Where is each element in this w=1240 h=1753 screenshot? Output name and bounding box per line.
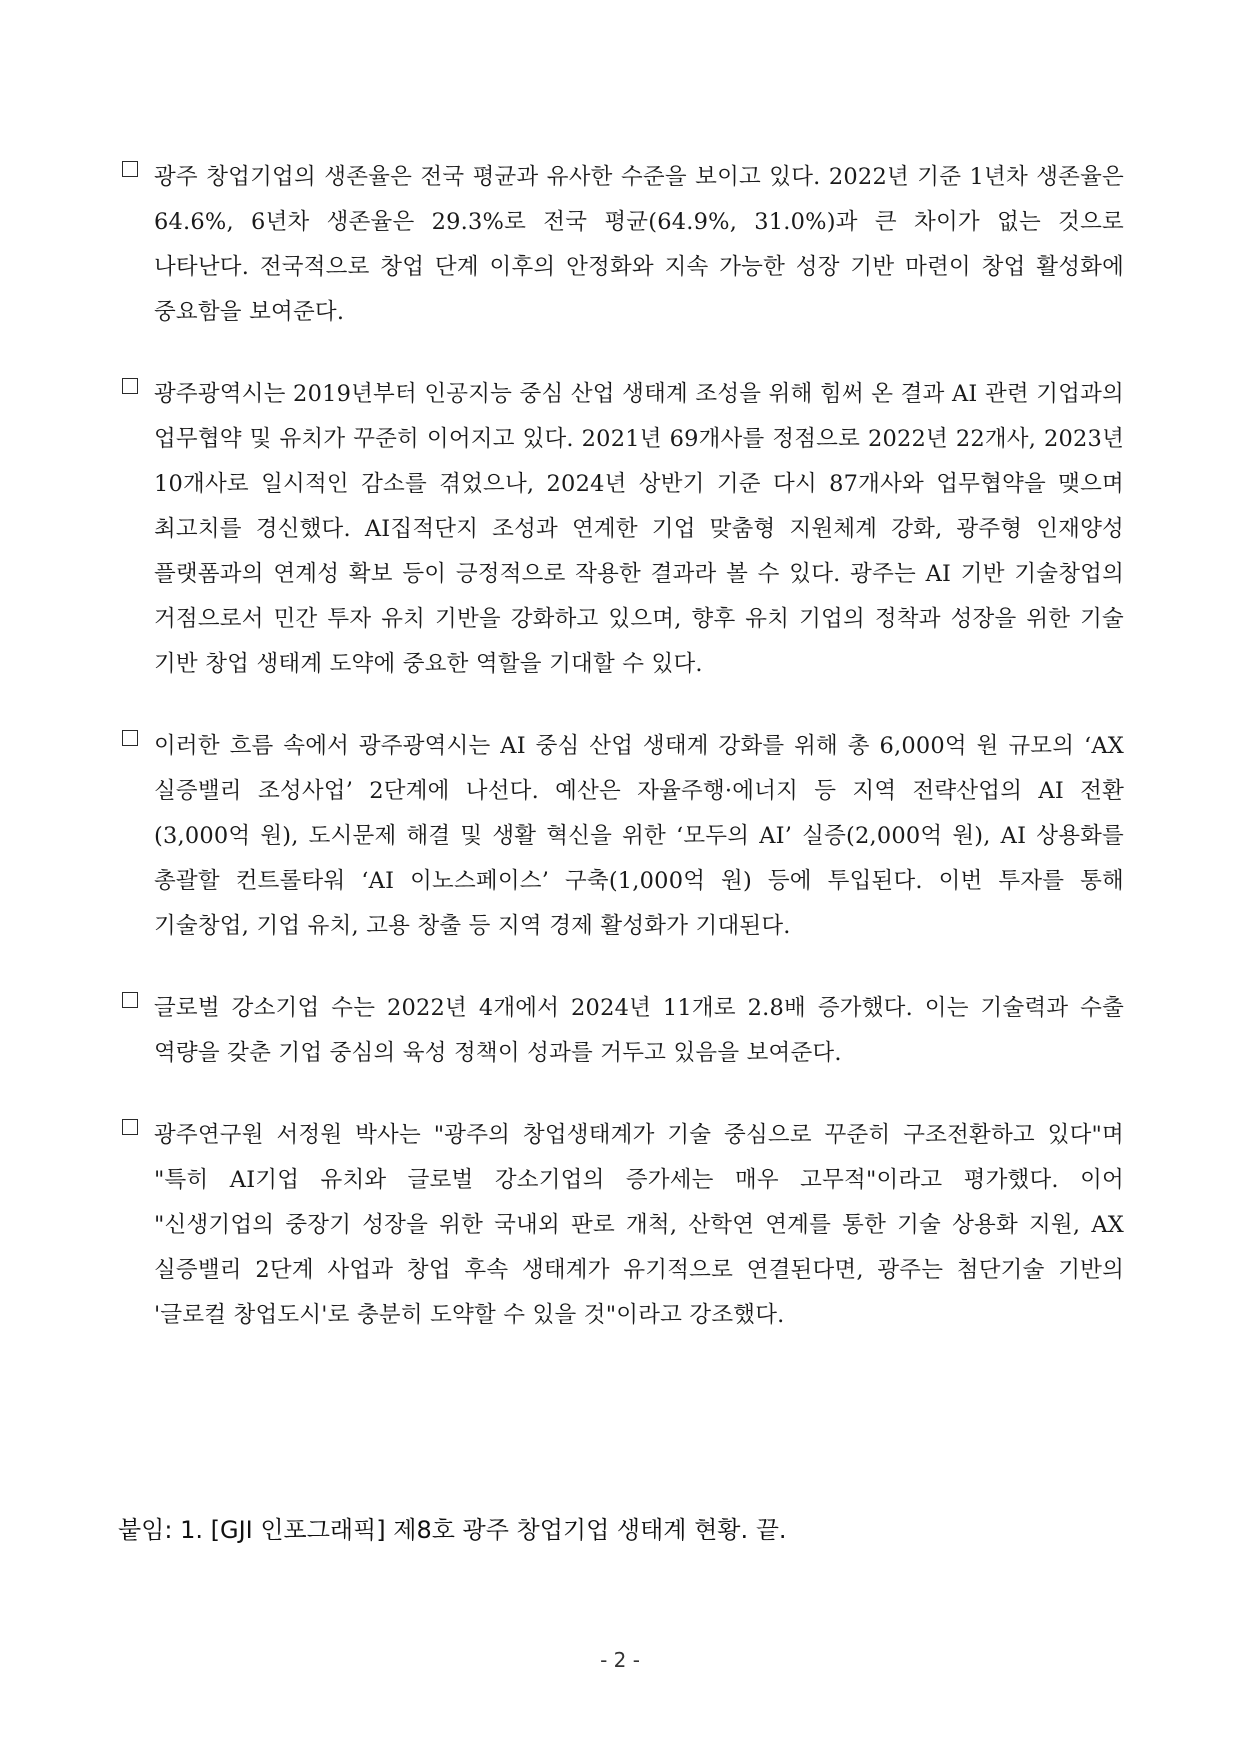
checkbox-bullet-icon xyxy=(122,378,138,394)
paragraph-researcher-quote xyxy=(118,1113,1124,1338)
checkbox-bullet-icon xyxy=(122,1119,138,1135)
document-body xyxy=(118,155,1124,1375)
paragraph-survival-rate xyxy=(118,155,1124,335)
page-number: - 2 - xyxy=(600,1648,640,1672)
paragraph-ai-companies xyxy=(118,372,1124,687)
paragraph-text: 이러한 흐름 속에서 광주광역시는 AI 중심 산업 생태계 강화를 위해 총 6,000억 원 규모의 ‘AX 실증밸리 조성사업’ 2단계에 나선다. 예산은 자율주행·에너지 등 지역 전략산업의 AI 전환(3,000억 원), 도시문제 해결 및 생활 혁신을 위한 ‘모두의 AI’ 실증(2,000억 원), AI 상용화를 총괄할 컨트롤타워 ‘AI 이노스페이스’ 구축(1,000억 원) 등에 투입된다. 이번 투자를 통해 기술창업, 기업 유치, 고용 창출 등 지역 경제 활성화가 기대된다. xyxy=(154,733,1124,939)
paragraph-text: 글로벌 강소기업 수는 2022년 4개에서 2024년 11개로 2.8배 증가했다. 이는 기술력과 수출 역량을 갖춘 기업 중심의 육성 정책이 성과를 거두고 있음을 보여준다. xyxy=(154,995,1124,1066)
paragraph-text: 광주 창업기업의 생존율은 전국 평균과 유사한 수준을 보이고 있다. 2022년 기준 1년차 생존율은 64.6%, 6년차 생존율은 29.3%로 전국 평균(64.9%, 31.0%)과 큰 차이가 없는 것으로 나타난다. 전국적으로 창업 단계 이후의 안정화와 지속 가능한 성장 기반 마련이 창업 활성화에 중요함을 보여준다. xyxy=(154,164,1124,325)
paragraph-global-companies xyxy=(118,986,1124,1076)
paragraph-ax-valley xyxy=(118,724,1124,949)
paragraph-text: 광주연구원 서정원 박사는 "광주의 창업생태계가 기술 중심으로 꾸준히 구조전환하고 있다"며 "특히 AI기업 유치와 글로벌 강소기업의 증가세는 매우 고무적"이라고 평가했다. 이어 "신생기업의 중장기 성장을 위한 국내외 판로 개척, 산학연 연계를 통한 기술 상용화 지원, AX 실증밸리 2단계 사업과 창업 후속 생태계가 유기적으로 연결된다면, 광주는 첨단기술 기반의 '글로컬 창업도시'로 충분히 도약할 수 있을 것"이라고 강조했다. xyxy=(154,1122,1124,1328)
checkbox-bullet-icon xyxy=(122,992,138,1008)
attachment-note: 붙임: 1. [GJI 인포그래픽] 제8호 광주 창업기업 생태계 현황. 끝. xyxy=(118,1516,787,1544)
checkbox-bullet-icon xyxy=(122,161,138,177)
paragraph-text: 광주광역시는 2019년부터 인공지능 중심 산업 생태계 조성을 위해 힘써 온 결과 AI 관련 기업과의 업무협약 및 유치가 꾸준히 이어지고 있다. 2021년 69개사를 정점으로 2022년 22개사, 2023년 10개사로 일시적인 감소를 겪었으나, 2024년 상반기 기준 다시 87개사와 업무협약을 맺으며 최고치를 경신했다. AI집적단지 조성과 연계한 기업 맞춤형 지원체계 강화, 광주형 인재양성 플랫폼과의 연계성 확보 등이 긍정적으로 작용한 결과라 볼 수 있다. 광주는 AI 기반 기술창업의 거점으로서 민간 투자 유치 기반을 강화하고 있으며, 향후 유치 기업의 정착과 성장을 위한 기술 기반 창업 생태계 도약에 중요한 역할을 기대할 수 있다. xyxy=(154,381,1124,677)
checkbox-bullet-icon xyxy=(122,730,138,746)
